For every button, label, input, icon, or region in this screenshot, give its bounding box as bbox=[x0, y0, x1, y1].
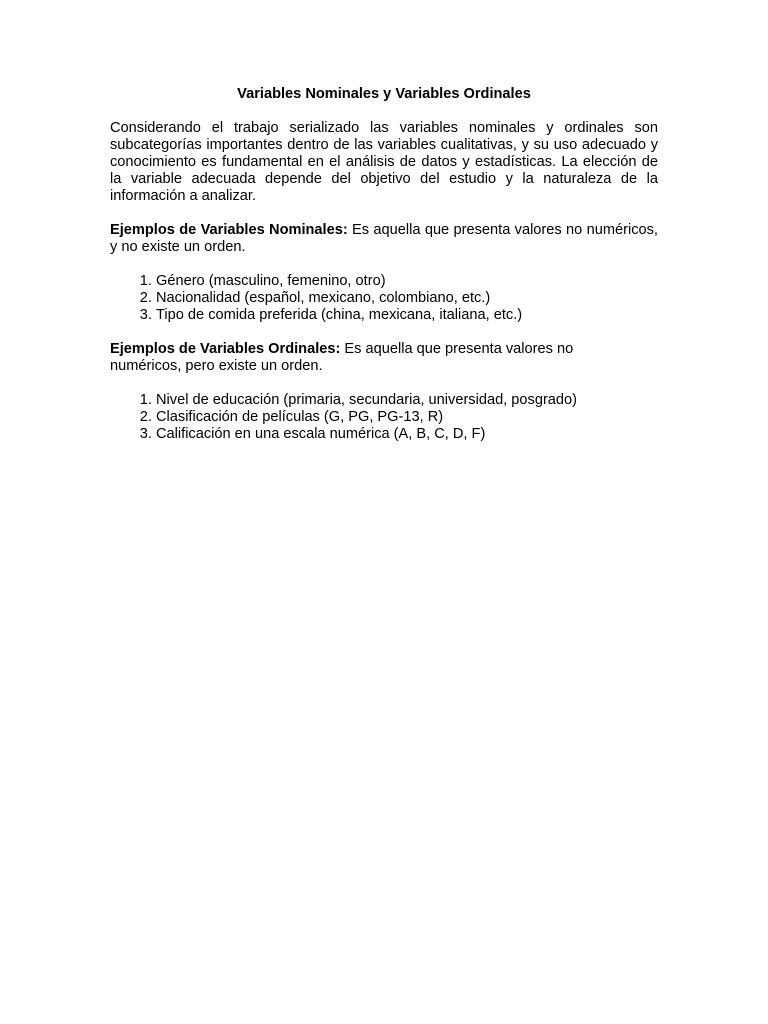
list-item: 3. Tipo de comida preferida (china, mexicana, italiana, etc.) bbox=[156, 307, 658, 324]
ordinal-section-description: Es aquella que presenta valores no numéricos, pero existe un orden. bbox=[110, 341, 574, 374]
intro-paragraph: Considerando el trabajo serializado las variables nominales y ordinales son subcategorías importantes dentro de las variables cualitativas, y su uso adecuado y conocimiento es fundamental en el análisis de datos y estadísticas. La elección de la variable adecuada depende del objetivo del estudio y la naturaleza de la información a analizar. bbox=[110, 120, 658, 204]
list-item: 2. Nacionalidad (español, mexicano, colombiano, etc.) bbox=[156, 290, 658, 307]
list-item: 3. Calificación en una escala numérica (A, B, C, D, F) bbox=[156, 426, 658, 443]
list-item: 2. Clasificación de películas (G, PG, PG-13, R) bbox=[156, 409, 658, 426]
ordinal-section-heading: Ejemplos de Variables Ordinales: bbox=[110, 341, 341, 357]
ordinal-section-paragraph bbox=[110, 341, 610, 375]
nominal-section-paragraph bbox=[110, 222, 658, 256]
list-item: 1. Nivel de educación (primaria, secundaria, universidad, posgrado) bbox=[156, 392, 658, 409]
nominal-examples-list bbox=[110, 273, 658, 324]
nominal-section-description: Es aquella que presenta valores no numéricos, y no existe un orden. bbox=[110, 222, 658, 255]
ordinal-examples-list bbox=[110, 392, 658, 443]
document-title: Variables Nominales y Variables Ordinales bbox=[237, 86, 531, 102]
nominal-section-heading: Ejemplos de Variables Nominales: bbox=[110, 222, 348, 238]
list-item: 1. Género (masculino, femenino, otro) bbox=[156, 273, 658, 290]
